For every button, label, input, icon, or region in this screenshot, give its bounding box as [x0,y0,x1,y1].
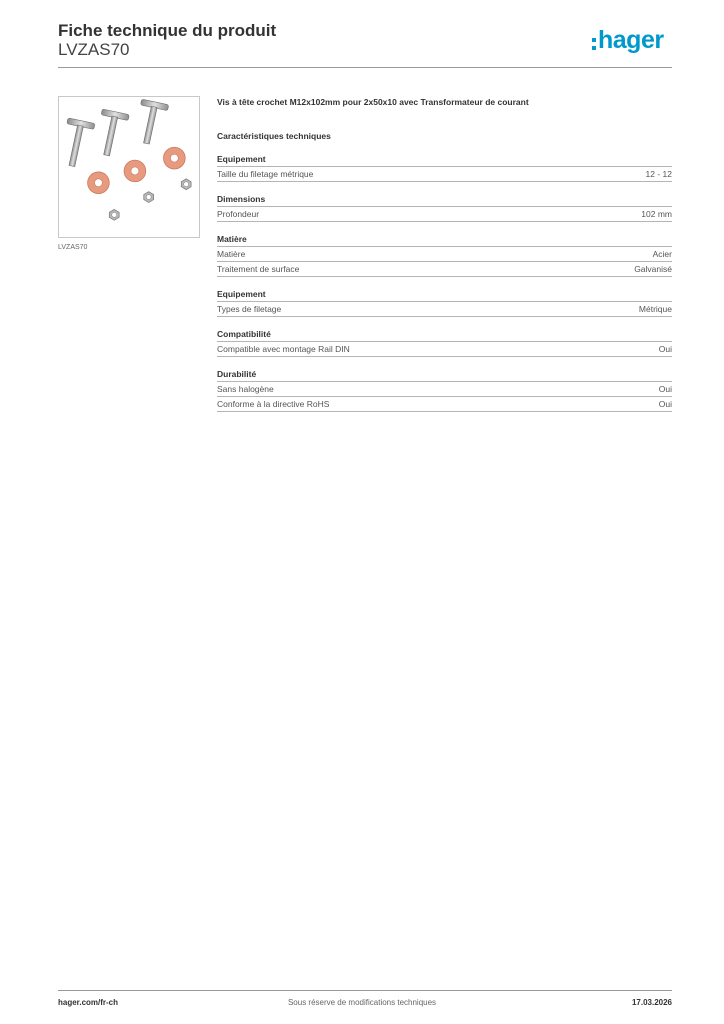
section-title: Compatibilité [217,328,672,342]
spec-value: Oui [658,384,672,394]
page-title: Fiche technique du produit [58,21,277,40]
nut-icon [109,209,119,220]
spec-label: Profondeur [217,209,260,219]
spec-section [217,368,672,412]
image-caption: LVZAS70 [58,244,88,251]
spec-label: Conforme à la directive RoHS [217,399,330,409]
section-title: Equipement [217,288,672,302]
washer-icon [88,172,110,194]
spec-value: Oui [658,344,672,354]
spec-row [217,302,672,317]
spec-row [217,262,672,277]
logo-colon-icon [592,38,596,50]
spec-section [217,153,672,182]
spec-value: 102 mm [641,209,672,219]
section-title: Durabilité [217,368,672,382]
bolt-icon [93,109,129,158]
spec-section [217,233,672,277]
footer-website-link[interactable]: hager.com/fr-ch [58,998,119,1007]
spec-row [217,382,672,397]
spec-value: Métrique [638,304,672,314]
product-image [58,96,200,238]
spec-label: Traitement de surface [217,264,300,274]
product-details [217,96,672,412]
specs-heading: Caractéristiques techniques [217,131,331,141]
spec-row [217,342,672,357]
logo-text: hager [598,26,664,54]
spec-label: Matière [217,249,246,259]
spec-row [217,207,672,222]
spec-value: 12 - 12 [645,169,672,179]
spec-section [217,288,672,317]
spec-value: Galvanisé [634,264,672,274]
nut-icon [144,192,154,203]
nut-icon [181,179,191,190]
footer-notice: Sous réserve de modifications techniques [287,998,437,1007]
section-title: Matière [217,233,672,247]
product-reference: LVZAS70 [58,40,130,59]
spec-row [217,167,672,182]
spec-sections [217,153,672,412]
spec-section [217,328,672,357]
spec-label: Types de filetage [217,304,282,314]
spec-value: Acier [652,249,672,259]
spec-section [217,193,672,222]
spec-row [217,247,672,262]
product-description: Vis à tête crochet M12x102mm pour 2x50x10 avec Transformateur de courant [217,97,529,107]
spec-row [217,397,672,412]
bolt-icon [133,99,169,146]
spec-label: Compatible avec montage Rail DIN [217,344,350,354]
footer-date: 17.03.2026 [631,998,672,1007]
footer-divider [58,990,672,991]
hager-logo [592,25,664,55]
washer-icon [164,147,186,169]
spec-label: Sans halogène [217,384,274,394]
header-divider [58,67,672,68]
section-title: Dimensions [217,193,672,207]
bolt-icon [59,118,95,169]
spec-value: Oui [658,399,672,409]
washer-icon [124,160,146,182]
spec-label: Taille du filetage métrique [217,169,314,179]
section-title: Equipement [217,153,672,167]
